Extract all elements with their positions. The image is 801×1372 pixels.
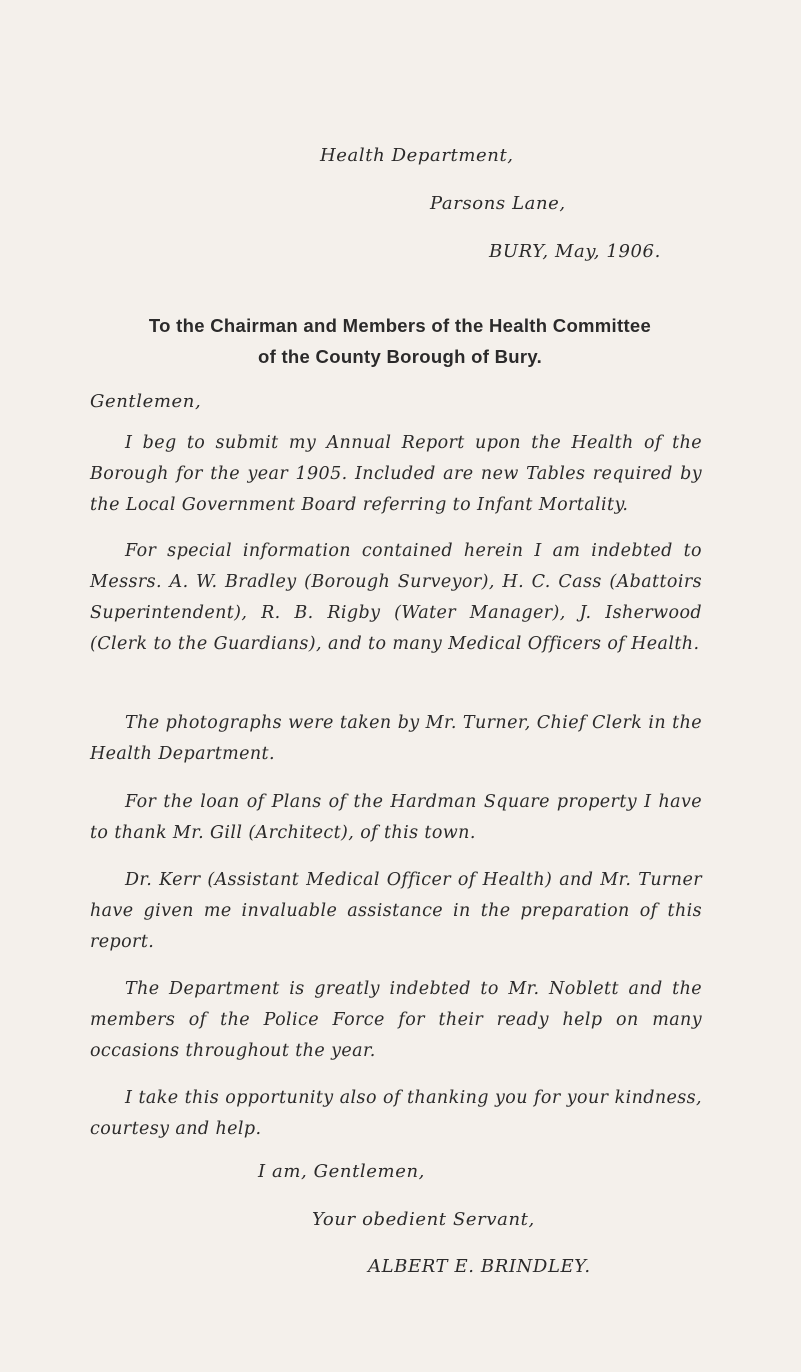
heading-line-2: of the County Borough of Bury.: [257, 346, 543, 367]
paragraph: The Department is greatly indebted to Mr. Noblett and the members of the Police Force for their ready help on many occasions throughout the year.: [90, 979, 702, 1061]
paragraph: For special information contained herein I am indebted to Messrs. A. W. Bradley (Borough Surveyor), H. C. Cass (Abattoirs Superintendent), R. B. Rigby (Water Manager), J. Isherwood (Clerk to the Guardians), and to many Medical Officers of Health.: [90, 541, 702, 654]
address-department: Health Department,: [320, 145, 514, 166]
closing-line-2: Your obedient Servant,: [312, 1209, 535, 1230]
signature: ALBERT E. BRINDLEY.: [368, 1256, 591, 1277]
heading-line-1: To the Chairman and Members of the Health Committee: [148, 315, 652, 336]
paragraph: I beg to submit my Annual Report upon the Health of the Borough for the year 1905. Included are new Tables required by the Local Government Board referring to Infant Mortality.: [90, 433, 702, 515]
closing-line-1: I am, Gentlemen,: [258, 1161, 425, 1182]
paragraph: For the loan of Plans of the Hardman Square property I have to thank Mr. Gill (Architect), of this town.: [90, 792, 702, 843]
letter-heading: [60, 310, 740, 372]
paragraph: I take this opportunity also of thanking you for your kindness, courtesy and help.: [90, 1088, 702, 1139]
paragraph: Dr. Kerr (Assistant Medical Officer of Health) and Mr. Turner have given me invaluable assistance in the preparation of this report.: [90, 870, 702, 952]
paragraph: The photographs were taken by Mr. Turner, Chief Clerk in the Health Department.: [90, 713, 702, 764]
salutation: Gentlemen,: [90, 391, 202, 412]
address-street: Parsons Lane,: [430, 193, 566, 214]
address-town-date: BURY, May, 1906.: [489, 241, 661, 262]
